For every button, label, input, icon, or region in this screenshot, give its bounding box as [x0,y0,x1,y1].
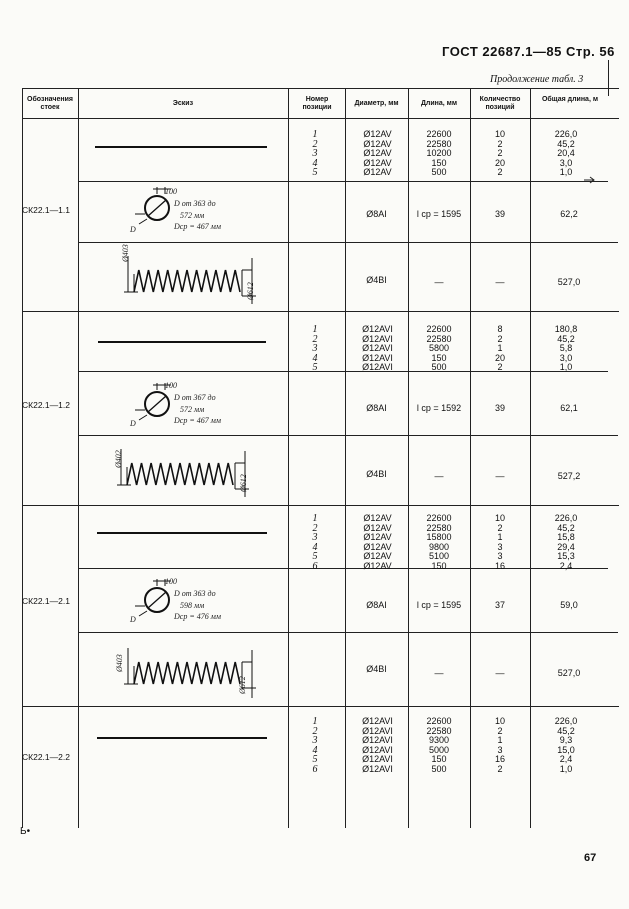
rod-counts: 10 2 1 3 16 2 [494,716,505,774]
spiral-dim-left: Ø403 [121,244,130,262]
ring-diameter-range: D от 363 до [174,199,216,208]
ring-diameter-range: D от 367 до [174,393,216,402]
ring-count: 37 [494,600,505,610]
rod-diameters: Ø12AVI Ø12AVI Ø12AVI Ø12AVI Ø12AVI Ø12AVI [362,716,393,774]
arrow-right-icon [584,176,596,184]
rod-diameters: Ø12AV Ø12AV Ø12AV Ø12AV Ø12AV Ø12AV [363,513,392,571]
designation-code: СК22.1—1.2 [22,400,70,410]
spiral-dim-left: Ø403 [115,654,124,672]
col-header-position: Номер позиции [302,96,332,111]
spiral-count: — [495,471,505,481]
rod-total-lengths: 226,0 45,2 20,4 3,0 1,0 [554,129,578,178]
spiral-diameter: Ø4BI [366,469,387,479]
rod-counts: 10 2 2 20 2 [494,129,505,178]
rod-lengths: 22600 22580 15800 9800 5100 150 [426,513,452,571]
spiral-length: — [434,471,444,481]
rod-counts: 10 2 1 3 3 16 [494,513,505,571]
rod-diameters: Ø12AV Ø12AV Ø12AV Ø12AV Ø12AV [363,129,392,178]
ring-diameter-range: D от 363 до [174,589,216,598]
ring-total: 62,2 [560,209,578,219]
rod-sketch [97,532,267,534]
col-header-total-length: Общая длина, м [541,96,599,103]
table-continuation-label: Продолжение табл. 3 [490,74,584,85]
ring-dim-label: 100 [165,187,177,196]
ring-total: 59,0 [560,600,578,610]
spiral-total: 527,0 [557,277,581,287]
ring-mean-diameter: Dср = 467 мм [174,416,221,425]
col-header-length: Длина, мм [420,100,458,107]
col-header-count: Количество позиций [479,96,521,111]
document-header: ГОСТ 22687.1—85 Стр. 56 [442,44,615,59]
ring-count: 39 [494,403,505,413]
ring-letter: D [130,615,136,624]
ring-diameter: Ø8AI [366,403,387,413]
ring-diameter: Ø8AI [366,600,387,610]
rod-lengths: 22600 22580 5800 150 500 [426,324,452,373]
position-numbers: 1 2 3 4 5 6 [312,716,318,775]
col-header-sketch: Эскиз [172,100,194,107]
ring-diameter-value: 572 мм [180,405,205,414]
rod-sketch [97,737,267,739]
spiral-length: — [434,277,444,287]
footer-mark: Ь• [20,826,31,837]
ring-mean-diameter: Dср = 476 мм [174,612,221,621]
ring-dim-label: 100 [165,577,177,586]
designation-code: СК22.1—2.2 [22,752,70,762]
ring-letter: D [130,225,136,234]
rod-total-lengths: 226,0 45,2 9,3 15,0 2,4 1,0 [554,716,578,774]
position-numbers: 1 2 3 4 5 6 [312,513,318,572]
ring-diameter-value: 598 мм [180,601,205,610]
rod-counts: 8 2 1 20 2 [494,324,505,373]
rod-diameters: Ø12AVI Ø12AVI Ø12AVI Ø12AVI Ø12AVI [362,324,393,373]
ring-count: 39 [494,209,505,219]
spiral-sketch [122,248,262,308]
designation-code: СК22.1—2.1 [22,596,70,606]
spiral-length: — [434,668,444,678]
spiral-total: 527,2 [557,471,581,481]
spiral-dim-right: Ø612 [239,474,248,492]
designation-code: СК22.1—1.1 [22,205,70,215]
ring-dim-label: 100 [165,381,177,390]
ring-mean-diameter: Dср = 467 мм [174,222,221,231]
spiral-total: 527,0 [557,668,581,678]
rod-sketch [98,341,266,343]
ring-letter: D [130,419,136,428]
spiral-count: — [495,277,505,287]
ring-diameter-value: 572 мм [180,211,205,220]
rod-lengths: 22600 22580 9300 5000 150 500 [426,716,452,774]
spiral-sketch [115,441,255,501]
spiral-diameter: Ø4BI [366,664,387,674]
spiral-dim-right: Ø612 [238,676,247,694]
ring-length: l ср = 1595 [416,600,462,610]
ring-length: l ср = 1592 [416,403,462,413]
ring-length: l ср = 1595 [416,209,462,219]
ring-total: 62,1 [560,403,578,413]
rod-sketch [95,146,267,148]
spiral-dim-left: Ø402 [114,450,123,468]
rod-total-lengths: 226,0 45,2 15,8 29,4 15,3 2,4 [554,513,578,571]
position-numbers: 1 2 3 4 5 [312,129,318,179]
col-header-diameter: Диаметр, мм [354,100,399,107]
spiral-dim-right: Ø612 [246,282,255,300]
ring-diameter: Ø8AI [366,209,387,219]
page-number: 67 [584,852,597,864]
col-header-designation: Обозначения стоек [27,96,73,111]
rod-total-lengths: 180,8 45,2 5,8 3,0 1,0 [554,324,578,373]
spiral-diameter: Ø4BI [366,275,387,285]
position-numbers: 1 2 3 4 5 [312,324,318,374]
rod-lengths: 22600 22580 10200 150 500 [426,129,452,178]
spiral-count: — [495,668,505,678]
